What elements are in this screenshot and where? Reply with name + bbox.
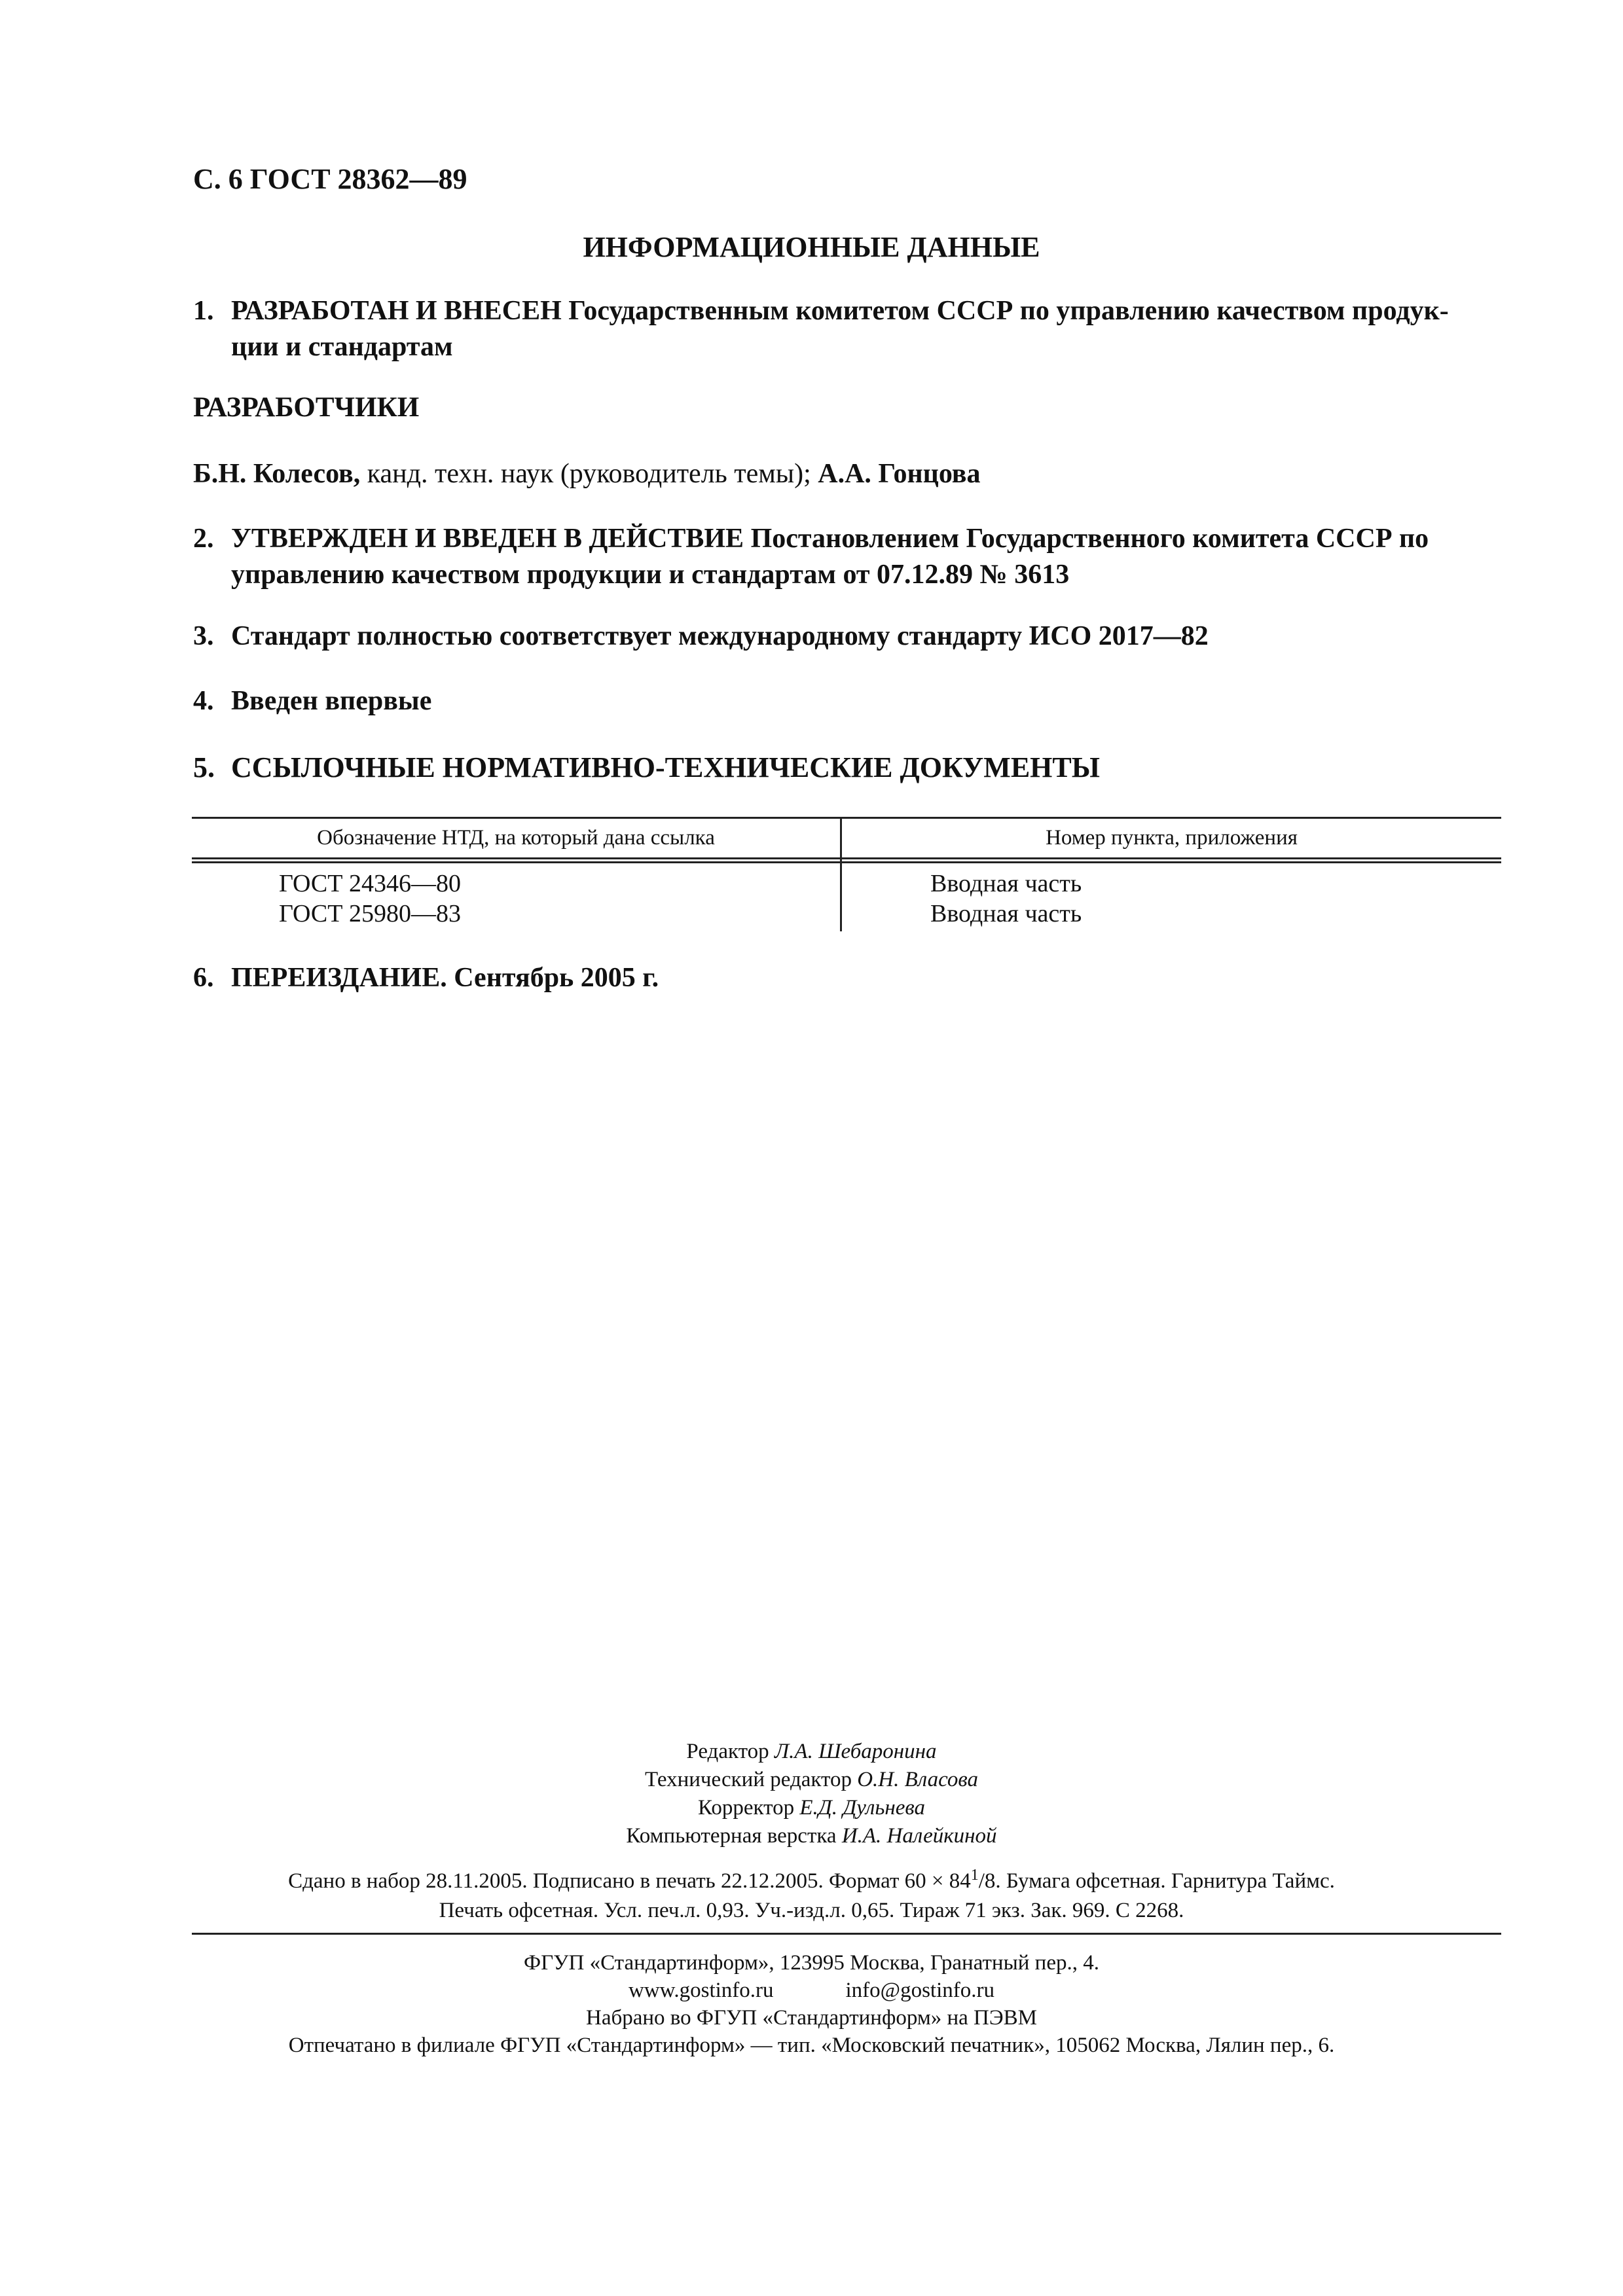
table-header-designation: Обозначение НТД, на который дана ссылка [317, 826, 715, 850]
table-top-rule [192, 817, 1501, 819]
item-5-text: ССЫЛОЧНЫЕ НОРМАТИВНО-ТЕХНИЧЕСКИЕ ДОКУМЕНТЫ [231, 751, 1100, 783]
item-2-text: УТВЕРЖДЕН И ВВЕДЕН В ДЕЙСТВИЕ Постановлением Государственного комитета СССР по управлению качеством продукции и стандартам от 07.12.89 № 3613 [231, 524, 1429, 590]
credit-corrector [0, 1794, 1623, 1822]
credit-person: Л.А. Шебаронина [774, 1740, 937, 1763]
publisher-contacts [0, 1977, 1623, 2004]
developer-name-1: Б.Н. Колесов, [193, 459, 361, 489]
credit-label: Редактор [686, 1740, 769, 1763]
print-info-line-2: Печать офсетная. Усл. печ.л. 0,93. Уч.-изд.л. 0,65. Тираж 71 экз. Зак. 969. С 2268. [439, 1899, 1184, 1922]
item-2 [193, 521, 1496, 593]
table-header-rule-double [192, 861, 1501, 863]
table-header-rule [192, 857, 1501, 859]
credits-block [0, 1738, 1623, 1850]
page-header: С. 6 ГОСТ 28362—89 [193, 163, 467, 195]
developers-line [193, 458, 981, 490]
table-cell-designation: ГОСТ 24346—80 [279, 870, 461, 897]
print-info-superscript: 1 [970, 1867, 979, 1884]
item-3 [193, 619, 1496, 655]
publisher-website-link[interactable]: www.gostinfo.ru [629, 1979, 774, 2002]
print-info-text: Сдано в набор 28.11.2005. Подписано в печать 22.12.2005. Формат 60 × 84 [288, 1869, 971, 1893]
item-1-text: РАЗРАБОТАН И ВНЕСЕН Государственным комитетом СССР по управлению качеством продук-ции и стандартам [231, 296, 1449, 362]
developer-role: канд. техн. наук (руководитель темы); [360, 459, 818, 489]
print-info [0, 1861, 1623, 1926]
credit-label: Компьютерная верстка [626, 1824, 837, 1848]
print-info-text: /8. Бумага офсетная. Гарнитура Таймс. [978, 1869, 1335, 1893]
publisher-block [0, 1949, 1623, 2059]
item-3-text: Стандарт полностью соответствует международному стандарту ИСО 2017—82 [231, 621, 1209, 651]
credit-tech-editor [0, 1766, 1623, 1794]
developers-title: РАЗРАБОТЧИКИ [193, 392, 420, 423]
credit-label: Технический редактор [644, 1768, 852, 1791]
table-cell-clause: Вводная часть [930, 870, 1082, 897]
credit-editor [0, 1738, 1623, 1766]
credit-label: Корректор [697, 1796, 795, 1820]
publisher-typeset: Набрано во ФГУП «Стандартинформ» на ПЭВМ [585, 2006, 1038, 2030]
item-2-number: 2. [193, 524, 214, 554]
table-header-clause: Номер пункта, приложения [1046, 826, 1298, 850]
credit-person: И.А. Налейкиной [841, 1824, 997, 1848]
credit-person: Е.Д. Дульнева [799, 1796, 926, 1820]
publisher-printed: Отпечатано в филиале ФГУП «Стандартинформ» — тип. «Московский печатник», 105062 Москва, Лялин пер., 6. [288, 2034, 1335, 2057]
item-1 [193, 293, 1496, 365]
bottom-rule [192, 1933, 1501, 1935]
item-4 [193, 683, 1496, 719]
item-4-number: 4. [193, 686, 214, 716]
credit-layout [0, 1822, 1623, 1850]
item-4-text: Введен впервые [231, 686, 432, 716]
item-6-text: ПЕРЕИЗДАНИЕ. Сентябрь 2005 г. [231, 963, 659, 993]
section-title: ИНФОРМАЦИОННЫЕ ДАННЫЕ [583, 231, 1040, 263]
table-cell-designation: ГОСТ 25980—83 [279, 900, 461, 927]
developer-name-2: А.А. Гонцова [818, 459, 981, 489]
credit-person: О.Н. Власова [857, 1768, 979, 1791]
publisher-address: ФГУП «Стандартинформ», 123995 Москва, Гранатный пер., 4. [524, 1951, 1099, 1975]
item-5-number: 5. [193, 751, 215, 783]
publisher-email-link[interactable]: info@gostinfo.ru [845, 1979, 994, 2002]
item-1-number: 1. [193, 296, 214, 326]
item-6 [193, 960, 1496, 996]
print-info-line-1 [0, 1861, 1623, 1896]
table-cell-clause: Вводная часть [930, 900, 1082, 927]
item-6-number: 6. [193, 963, 214, 993]
item-3-number: 3. [193, 621, 214, 651]
item-5 [193, 749, 1496, 785]
